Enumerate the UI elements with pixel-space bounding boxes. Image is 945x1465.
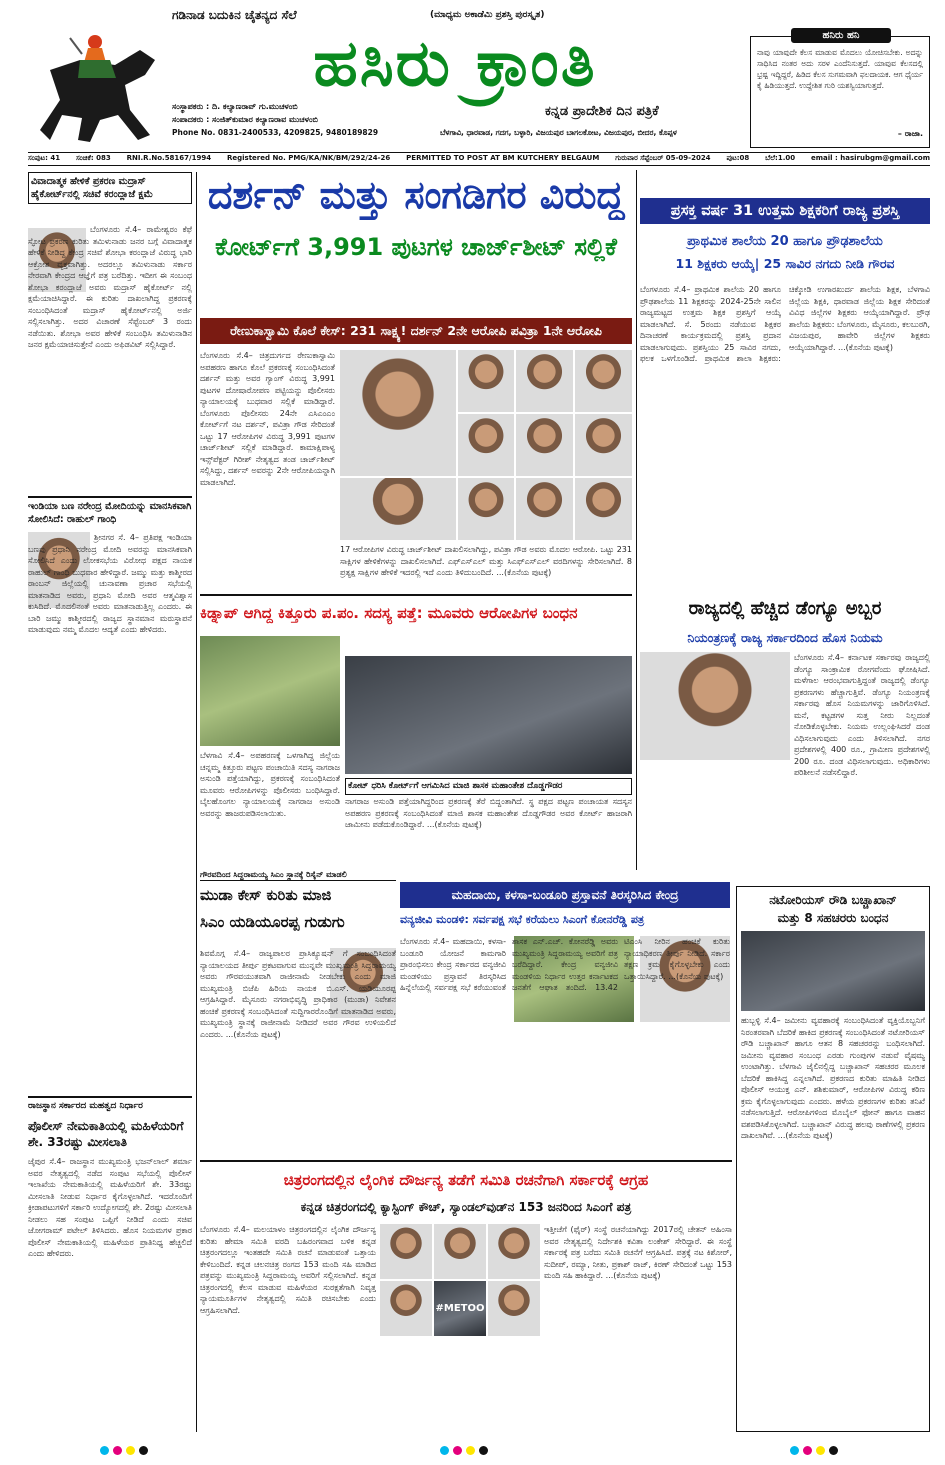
muda-kicker: ಗೌರವದಿಂದ ಸಿದ್ದರಾಮಯ್ಯ ಸಿಎಂ ಸ್ಥಾನಕ್ಕೆ ರಿಸೈನ್ ಮಾಡಲಿ	[200, 870, 396, 881]
horse-rider-logo-icon	[20, 30, 170, 148]
accused-photo	[340, 350, 456, 476]
story3-body: ಜೈಪುರ ಸೆ.4– ರಾಜಸ್ಥಾನ ಮುಖ್ಯಮಂತ್ರಿ ಭಜನ್‌ಲಾಲ್ ಶರ್ಮಾ ಅವರ ನೇತೃತ್ವದಲ್ಲಿ ನಡೆದ ಸಂಪುಟ ಸಭೆಯಲ್ಲಿ ಪೊಲೀಸ್ ಇಲಾಖೆಯ ನೇಮಕಾತಿಯಲ್ಲಿ ಮಹಿಳೆಯರಿಗೆ ಶೇ. 33ರಷ್ಟು ಮೀಸಲಾತಿ ನೀಡುವ ನಿರ್ಧಾರ ಕೈಗೊಳ್ಳಲಾಗಿದೆ. ಇದರೊಂದಿಗೆ ಕ್ರೀಡಾಪಟುಗಳಿಗೆ ಸರ್ಕಾರಿ ಉದ್ಯೋಗದಲ್ಲಿ ಶೇ. 2ರಷ್ಟು ಮೀಸಲಾತಿ ನೀಡಲು ಸಹ ಸಂಪುಟ ಒಪ್ಪಿಗೆ ನೀಡಿದೆ ಎಂದು ಸಚಿವ ಜೋಗರಾಮ್ ಪಟೇಲ್ ತಿಳಿಸಿದರು. ಹೊಸ ನಿಯಮಗಳ ಪ್ರಕಾರ ಪೊಲೀಸ್ ನೇಮಕಾತಿಯಲ್ಲಿ ಮಹಿಳೆಯರ ಪ್ರಾತಿನಿಧ್ಯ ಹೆಚ್ಚಲಿದೆ ಎಂದು ಹೇಳಿದರು.	[28, 1157, 192, 1258]
mahadayi-body: ಬೆಂಗಳೂರು ಸೆ.4– ಮಹದಾಯಿ, ಕಳಸಾ-ಬಂಡೂರಿ ಯೋಜನೆ ಕಾಮಗಾರಿ ಪ್ರಾರಂಭಿಸಲು ಕೇಂದ್ರ ಸರ್ಕಾರದ ವನ್ಯಜೀವಿ ಮಂಡಳಿಯು ಪ್ರಸ್ತಾವನೆ ತಿರಸ್ಕರಿಸಿದ ಹಿನ್ನೆಲೆಯಲ್ಲಿ ಸರ್ವಪಕ್ಷ ಸಭೆ ಕರೆಯುವಂತೆ ಶಾಸಕ ಎನ್.ಎಚ್. ಕೋನರೆಡ್ಡಿ ಅವರು ಮುಖ್ಯಮಂತ್ರಿ ಸಿದ್ದರಾಮಯ್ಯ ಅವರಿಗೆ ಪತ್ರ ಬರೆದಿದ್ದಾರೆ. ಕೇಂದ್ರ ವನ್ಯಜೀವಿ ಮಂಡಳಿಯ ನಿರ್ಧಾರ ಉತ್ತರ ಕರ್ನಾಟಕದ ಜನತೆಗೆ ಆಘಾತ ತಂದಿದೆ. 13.42 ಟಿಎಂಸಿ ನೀರಿನ ಹಂಚಿಕೆ ಕುರಿತು ನ್ಯಾಯಾಧಿಕರಣ ತೀರ್ಪು ನೀಡಿದೆ. ಸರ್ಕಾರ ತಕ್ಷಣ ಕ್ರಮ ಕೈಗೊಳ್ಳಬೇಕು ಎಂದು ಒತ್ತಾಯಿಸಿದ್ದಾರೆ. ...(ಕೊನೆಯ ಪುಟಕ್ಕೆ)	[400, 937, 730, 992]
teachers-headline: ಪ್ರಸಕ್ತ ವರ್ಷ 31 ಉತ್ತಮ ಶಿಕ್ಷಕರಿಗೆ ರಾಜ್ಯ ಪ್ರಶಸ್ತಿ	[640, 198, 930, 224]
accused-photo	[458, 414, 515, 476]
story2-body: ಶ್ರೀನಗರ ಸೆ. 4– ಪ್ರತಿಪಕ್ಷ ಇಂಡಿಯಾ ಬಣವು ಪ್ರಧಾನಿ ನರೇಂದ್ರ ಮೋದಿ ಅವರನ್ನು ಮಾನಸಿಕವಾಗಿ ಸೋಲಿಸಿದೆ ಎಂದು ಲೋಕಸಭೆಯ ವಿರೋಧ ಪಕ್ಷದ ನಾಯಕ ರಾಹುಲ್ ಗಾಂಧಿ ಬುಧವಾರ ಹೇಳಿದ್ದಾರೆ. ಜಮ್ಮು ಮತ್ತು ಕಾಶ್ಮೀರದ ರಾಂಬನ್ ಜಿಲ್ಲೆಯಲ್ಲಿ ಚುನಾವಣಾ ಪ್ರಚಾರ ಸಭೆಯಲ್ಲಿ ಮಾತನಾಡಿದ ಅವರು, ಪ್ರಧಾನಿ ಮೋದಿ ಅವರ ಆತ್ಮವಿಶ್ವಾಸ ಕುಸಿದಿದೆ. ಮೊದಲಿನಂತೆ ಅವರು ಮಾತನಾಡುತ್ತಿಲ್ಲ ಎಂದರು. ಈ ಬಾರಿ ಜಮ್ಮು ಕಾಶ್ಮೀರದಲ್ಲಿ ರಾಜ್ಯದ ಸ್ಥಾನಮಾನ ಮರುಸ್ಥಾಪನೆ ಮಾಡುವುದು ನಮ್ಮ ಮೊದಲ ಆದ್ಯತೆ ಎಂದು ಹೇಳಿದರು.	[28, 533, 192, 634]
film-body-left: ಬೆಂಗಳೂರು ಸೆ.4– ಮಲಯಾಳಂ ಚಿತ್ರರಂಗದಲ್ಲಿನ ಲೈಂಗಿಕ ದೌರ್ಜನ್ಯ ಕುರಿತು ಹೇಮಾ ಸಮಿತಿ ವರದಿ ಬಹಿರಂಗವಾದ ಬಳಿಕ ಕನ್ನಡ ಚಿತ್ರರಂಗದಲ್ಲೂ ಇಂತಹದೇ ಸಮಿತಿ ರಚನೆ ಮಾಡುವಂತೆ ಒತ್ತಾಯ ಕೇಳಿಬಂದಿದೆ. ಕನ್ನಡ ಚಲನಚಿತ್ರ ರಂಗದ 153 ಮಂದಿ ಸಹಿ ಮಾಡಿದ ಪತ್ರವನ್ನು ಮುಖ್ಯಮಂತ್ರಿ ಸಿದ್ದರಾಮಯ್ಯ ಅವರಿಗೆ ಸಲ್ಲಿಸಲಾಗಿದೆ. ಕನ್ನಡ ಚಿತ್ರರಂಗದಲ್ಲಿ ಕೆಲಸ ಮಾಡುವ ಮಹಿಳೆಯರ ಸುರಕ್ಷತೆಗಾಗಿ ನಿವೃತ್ತ ನ್ಯಾಯಮೂರ್ತಿಗಳ ನೇತೃತ್ವದಲ್ಲಿ ಸಮಿತಿ ರಚಿಸಬೇಕು ಎಂದು ಆಗ್ರಹಿಸಲಾಗಿದೆ.	[200, 1225, 376, 1315]
permit: PERMITTED TO POST AT BM KUTCHERY BELGAUM	[406, 154, 600, 162]
lead-body-right: 17 ಆರೋಪಿಗಳ ವಿರುದ್ಧ ಚಾರ್ಜ್‌ಶೀಟ್ ದಾಖಲಿಸಲಾಗಿದ್ದು, ಪವಿತ್ರಾ ಗೌಡ ಅವರು ಮೊದಲ ಆರೋಪಿ. ಒಟ್ಟು 231 ಸಾಕ್ಷಿಗಳ ಹೇಳಿಕೆಗಳನ್ನು ದಾಖಲಿಸಲಾಗಿದೆ. ಎಫ್‌ಎಸ್‌ಎಲ್ ಮತ್ತು ಸಿಎಫ್‌ಎಸ್‌ಎಲ್ ವರದಿಗಳನ್ನು ಸೇರಿಸಲಾಗಿದೆ. 8 ಪ್ರತ್ಯಕ್ಷ ಸಾಕ್ಷಿಗಳ ಹೇಳಿಕೆ ಇದರಲ್ಲಿ ಇದೆ ಎಂದು ತಿಳಿದುಬಂದಿದೆ. ...(ಕೊನೆಯ ಪುಟಕ್ಕೆ)	[340, 545, 632, 577]
lead-headline-1: ದರ್ಶನ್ ಮತ್ತು ಸಂಗಡಿಗರ ವಿರುದ್ಧ	[207, 173, 625, 217]
quote-author: – ರಾಜಾ.	[897, 129, 923, 138]
rowdy-headline-2: ಮತ್ತು 8 ಸಹಚರರು ಬಂಧನ	[777, 911, 889, 925]
accused-photo	[516, 350, 573, 412]
editor-line: ಸಂಪಾದಕರು : ಸಂಜಿತ್‌ಕುಮಾರ ಕಲ್ಯಾಣರಾವ ಮುಚಳಂಬಿ	[172, 115, 318, 124]
accused-photo	[516, 478, 573, 540]
dengue-body: ಬೆಂಗಳೂರು ಸೆ.4– ಕರ್ನಾಟಕ ಸರ್ಕಾರವು ರಾಜ್ಯದಲ್ಲಿ ಡೆಂಗ್ಯೂ ಸಾಂಕ್ರಾಮಿಕ ರೋಗವೆಂದು ಘೋಷಿಸಿದೆ. ಮಳೆಗಾಲ ಆರಂಭವಾಗುತ್ತಿದ್ದಂತೆ ರಾಜ್ಯದಲ್ಲಿ ಡೆಂಗ್ಯೂ ಪ್ರಕರಣಗಳು ಹೆಚ್ಚಾಗುತ್ತಿವೆ. ಡೆಂಗ್ಯೂ ನಿಯಂತ್ರಣಕ್ಕೆ ಸರ್ಕಾರವು ಹೊಸ ನಿಯಮಗಳನ್ನು ಜಾರಿಗೊಳಿಸಿದೆ. ಮನೆ, ಕಟ್ಟಡಗಳ ಸುತ್ತ ನೀರು ನಿಲ್ಲದಂತೆ ನೋಡಿಕೊಳ್ಳಬೇಕು. ನಿಯಮ ಉಲ್ಲಂಘಿಸಿದರೆ ದಂಡ ವಿಧಿಸಲಾಗುವುದು ಎಂದು ತಿಳಿಸಲಾಗಿದೆ. ನಗರ ಪ್ರದೇಶಗಳಲ್ಲಿ 400 ರೂ., ಗ್ರಾಮೀಣ ಪ್ರದೇಶಗಳಲ್ಲಿ 200 ರೂ. ದಂಡ ವಿಧಿಸಲಾಗುವುದು. ಅಧಿಕಾರಿಗಳು ಪರಿಶೀಲನೆ ನಡೆಸಲಿದ್ದಾರೆ.	[794, 653, 930, 777]
kidnap-body-right: ನಾಗರಾಜ ಅಸುಂಡಿ ಪತ್ತೆಯಾಗಿದ್ದರಿಂದ ಪ್ರಕರಣಕ್ಕೆ ತೆರೆ ಬಿದ್ದಂತಾಗಿದೆ. ಸ್ಥ ಪಕ್ಷದ ಪಟ್ಟಣ ಪಂಚಾಯತ ಸದಸ್ಯನ ಅಪಹರಣ ಪ್ರಕರಣಕ್ಕೆ ಸಂಬಂಧಿಸಿದಂತೆ ಮಾಜಿ ಶಾಸಕ ಮಹಾಂತೇಶ ದೊಡ್ಡಗೌಡರ ಅವರ ಕೋರ್ಟ್ ಹಾಜರಾಗಿ ಜಾಮೀನು ಪಡೆದುಕೊಂಡಿದ್ದಾರೆ. ...(ಕೊನೆಯ ಪುಟಕ್ಕೆ)	[345, 797, 632, 829]
date: ಗುರುವಾರ ಸೆಪ್ಟೆಂಬರ್ 05-09-2024	[615, 154, 711, 162]
email: email : hasirubgm@gmail.com	[811, 154, 930, 162]
rowdy-body: ಹುಬ್ಬಳ್ಳಿ ಸೆ.4– ಜಮೀನು ವ್ಯವಹಾರಕ್ಕೆ ಸಂಬಂಧಿಸಿದಂತೆ ವ್ಯಕ್ತಿಯೊಬ್ಬನಿಗೆ ನಿರಂತರವಾಗಿ ಬೆದರಿಕೆ ಹಾಕಿದ ಪ್ರಕರಣಕ್ಕೆ ಸಂಬಂಧಿಸಿದಂತೆ ನಟೋರಿಯಸ್ ರೌಡಿ ಬಚ್ಚಾಖಾನ್ ಹಾಗೂ ಆತನ 8 ಸಹಚರರನ್ನು ಬಂಧಿಸಲಾಗಿದೆ. ಜಮೀನು ವ್ಯವಹಾರ ಸಂಬಂಧ ಎರಡು ಗುಂಪುಗಳ ನಡುವೆ ವೈಷಮ್ಯ ಉಂಟಾಗಿತ್ತು. ಬೆಳಗಾವಿ ಜೈಲಿನಲ್ಲಿದ್ದ ಬಚ್ಚಾಖಾನ್ ಸಹಚರರ ಮೂಲಕ ಬೆದರಿಕೆ ಹಾಕಿಸಿದ್ದ ಎನ್ನಲಾಗಿದೆ. ಪ್ರಕರಣದ ಕುರಿತು ಮಾಹಿತಿ ನೀಡಿದ ಪೊಲೀಸ್ ಆಯುಕ್ತ ಎನ್. ಶಶಿಕುಮಾರ್, ಆರೋಪಿಗಳ ವಿರುದ್ಧ ಕಠಿಣ ಕ್ರಮ ಕೈಗೊಳ್ಳಲಾಗುವುದು ಎಂದರು. ಹಳೆಯ ಪ್ರಕರಣಗಳ ಕುರಿತು ತನಿಖೆ ನಡೆಸಲಾಗುತ್ತಿದೆ. ಆರೋಪಿಗಳಿಂದ ಮೊಬೈಲ್ ಫೋನ್ ಹಾಗೂ ವಾಹನ ವಶಪಡಿಸಿಕೊಳ್ಳಲಾಗಿದೆ. ಬಚ್ಚಾಖಾನ್ ವಿರುದ್ಧ ಹಲವು ಠಾಣೆಗಳಲ್ಲಿ ಪ್ರಕರಣ ದಾಖಲಾಗಿವೆ. ...(ಕೊನೆಯ ಪುಟಕ್ಕೆ)	[741, 1016, 925, 1140]
kidnap-caption: ಕೋಟ್ ಧರಿಸಿ ಕೋರ್ಟ್‌ಗೆ ಆಗಮಿಸಿದ ಮಾಜಿ ಶಾಸಕ ಮಹಾಂತೇಶ ದೊಡ್ಡಗೌಡರ	[345, 778, 632, 795]
rni: RNI.R.No.58167/1994	[126, 154, 212, 162]
info-bar	[28, 152, 930, 166]
tagline-left: ಗಡಿನಾಡ ಬದುಕಿನ ಚೈತನ್ಯದ ಸೆಲೆ	[172, 8, 297, 22]
quote-box	[750, 30, 930, 148]
rowdy-headline-1: ನಟೋರಿಯಸ್ ರೌಡಿ ಬಚ್ಚಾಖಾನ್	[769, 893, 897, 907]
district-line: ಬೆಳಗಾವಿ, ಧಾರವಾಡ, ಗದಗ, ಬಳ್ಳಾರಿ, ವಿಜಯಪುರ ಬಾಗಲಕೋಟ, ವಿಜಯಪುರ, ಬೀದರ, ಕೊಪ್ಪಳ	[440, 128, 677, 137]
film-headline: ಚಿತ್ರರಂಗದಲ್ಲಿನ ಲೈಂಗಿಕ ದೌರ್ಜನ್ಯ ತಡೆಗೆ ಸಮಿತಿ ರಚನೆಗಾಗಿ ಸರ್ಕಾರಕ್ಕೆ ಆಗ್ರಹ	[283, 1171, 649, 1189]
story1-body: ಬೆಂಗಳೂರು ಸೆ.4– ರಾಮೇಶ್ವರಂ ಕೆಫೆ ಸ್ಫೋಟ ಪ್ರಕರಣ ಕುರಿತು ತಮಿಳುನಾಡು ಜನರ ಬಗ್ಗೆ ವಿವಾದಾತ್ಮಕ ಹೇಳಿಕೆ ನೀಡಿದ್ದ ಕೇಂದ್ರ ಸಚಿವೆ ಶೋಭಾ ಕರಂದ್ಲಾಜೆ ವಿರುದ್ಧ ಭಾರಿ ಆಕ್ರೋಶ ವ್ಯಕ್ತವಾಗಿತ್ತು. ಅದರಲ್ಲೂ ತಮಿಳುನಾಡು ಸರ್ಕಾರ ನೇರವಾಗಿ ಕೇಂದ್ರದ ಆಜ್ಞೆಗೆ ಪತ್ರ ಬರೆದಿತ್ತು. ಇದೀಗ ಈ ಸಂಬಂಧ ಶೋಭಾ ಕರಂದ್ಲಾಜೆ ಅವರು ಮದ್ರಾಸ್ ಹೈಕೋರ್ಟ್ ನಲ್ಲಿ ಕ್ಷಮೆಯಾಚಿಸಿದ್ದಾರೆ. ಈ ಕುರಿತು ದಾಖಲಾಗಿದ್ದ ಪ್ರಕರಣಕ್ಕೆ ಸಂಬಂಧಿಸಿದಂತೆ ಮದ್ರಾಸ್ ಹೈಕೋರ್ಟ್‌ನಲ್ಲಿ ಅರ್ಜಿ ಸಲ್ಲಿಸಲಾಗಿತ್ತು. ಅದರ ವಿಚಾರಣೆ ಸೆಪ್ಟೆಂಬರ್ 3 ರಂದು ನಡೆಯಿತು. ಶೋಭಾ ಅವರ ಹೇಳಿಕೆ ಸಂಬಂಧಿಸಿ ತಮಿಳುನಾಡಿನ ಜನರ ಕ್ಷಮೆಯಾಚಿಸುತ್ತೇನೆ ಎಂದು ಅಫಿಡವಿಟ್ ಸಲ್ಲಿಸಿದ್ದಾರೆ.	[28, 225, 192, 349]
lead-ribbon: ರೇಣುಕಾಸ್ವಾಮಿ ಕೊಲೆ ಕೇಸ್: 231 ಸಾಕ್ಷ್ಯ! ದರ್ಶನ್ 2ನೇ ಆರೋಪಿ ಪವಿತ್ರಾ 1ನೇ ಆರೋಪಿ	[200, 318, 632, 344]
film-sub: ಕನ್ನಡ ಚಿತ್ರರಂಗದಲ್ಲಿ ಕ್ಯಾಸ್ಟಿಂಗ್ ಕೌಚ್, ಸ್ಯಾಂಡಲ್‌ವುಡ್‌ನ 153 ಜನರಿಂದ ಸಿಎಂಗೆ ಪತ್ರ	[300, 1200, 632, 1214]
accused-photo	[575, 414, 632, 476]
lead-body-left: ಬೆಂಗಳೂರು ಸೆ.4– ಚಿತ್ರದುರ್ಗದ ರೇಣುಕಾಸ್ವಾಮಿ ಅಪಹರಣ ಹಾಗೂ ಕೊಲೆ ಪ್ರಕರಣಕ್ಕೆ ಸಂಬಂಧಿಸಿದಂತೆ ದರ್ಶನ್ ಮತ್ತು ಅವರ ಗ್ಯಾಂಗ್ ವಿರುದ್ಧ 3,991 ಪುಟಗಳ ದೋಷಾರೋಪಣ ಪಟ್ಟಿಯನ್ನು ಪೊಲೀಸರು ನ್ಯಾಯಾಲಯಕ್ಕೆ ಬುಧವಾರ ಸಲ್ಲಿಕೆ ಮಾಡಿದ್ದಾರೆ. ಬೆಂಗಳೂರು ಪೊಲೀಸರು 24ನೇ ಎಸಿಎಂಎಂ ಕೋರ್ಟ್‌ಗೆ ನಟ ದರ್ಶನ್, ಪವಿತ್ರಾ ಗೌಡ ಸೇರಿದಂತೆ ಒಟ್ಟು 17 ಆರೋಪಿಗಳ ವಿರುದ್ಧ 3,991 ಪುಟಗಳ ಚಾರ್ಜ್‌ಶೀಟ್ ಸಲ್ಲಿಕೆ ಮಾಡಿದ್ದಾರೆ. ಕಾಮಾಕ್ಷಿಪಾಳ್ಯ ಇನ್ಸ್‌ಪೆಕ್ಟರ್ ಗಿರೀಶ್ ನೇತೃತ್ವದ ತಂಡ ಚಾರ್ಜ್‌ಶೀಟ್ ಸಲ್ಲಿಸಿದ್ದು, ದರ್ಶನ್ ಅವರನ್ನು 2ನೇ ಆರೋಪಿಯನ್ನಾಗಿ ಮಾಡಲಾಗಿದೆ.	[200, 351, 335, 487]
muda-headline-2: ಸಿಎಂ ಯಡಿಯೂರಪ್ಪ ಗುಡುಗು	[200, 913, 345, 931]
left-column	[28, 172, 192, 1432]
dengue-headline: ರಾಜ್ಯದಲ್ಲಿ ಹೆಚ್ಚಿದ ಡೆಂಗ್ಯೂ ಅಬ್ಬರ	[688, 598, 882, 619]
teachers-sub1: ಪ್ರಾಥಮಿಕ ಶಾಲೆಯ 20 ಹಾಗೂ ಪ್ರೌಢಶಾಲೆಯ	[687, 234, 883, 249]
accused-photo	[340, 478, 456, 540]
kidnap-body-left: ಬೆಳಗಾವಿ ಸೆ.4– ಅಪಹರಣಕ್ಕೆ ಒಳಗಾಗಿದ್ದ ಜಿಲ್ಲೆಯ ಚನ್ನಮ್ಮ ಕಿತ್ತೂರು ಪಟ್ಟಣ ಪಂಚಾಯಿತಿ ಸದಸ್ಯ ನಾಗರಾಜ ಅಸುಂಡಿ ಪತ್ತೆಯಾಗಿದ್ದು, ಪ್ರಕರಣಕ್ಕೆ ಸಂಬಂಧಿಸಿದಂತೆ ಮೂವರು ಆರೋಪಿಗಳನ್ನು ಪೊಲೀಸರು ಬಂಧಿಸಿದ್ದಾರೆ. ಬೈಲಹೊಂಗಲ ನ್ಯಾಯಾಲಯಕ್ಕೆ ನಾಗರಾಜ ಅಸುಂಡಿ ಅವರನ್ನು ಹಾಜರುಪಡಿಸಲಾಯಿತು.	[200, 751, 340, 818]
accused-photo	[575, 350, 632, 412]
volume: ಸಂಪುಟ: 41	[28, 154, 61, 162]
lead-headline-2: ಕೋರ್ಟ್‌ಗೆ 3,991 ಪುಟಗಳ ಚಾರ್ಜ್‌ಶೀಟ್ ಸಲ್ಲಿಕೆ	[215, 233, 617, 261]
pages: ಪುಟ:08	[726, 154, 750, 162]
tagline-right: (ಮಾಧ್ಯಮ ಅಕಾಡೆಮಿ ಪ್ರಶಸ್ತಿ ಪುರಸ್ಕೃತ)	[430, 10, 545, 20]
rowdy-box	[736, 886, 930, 1432]
metoo-label: #METOO	[435, 1303, 485, 1314]
registration-dots-icon	[100, 1440, 160, 1452]
newspaper-subtitle: ಕನ್ನಡ ಪ್ರಾದೇಶಿಕ ದಿನ ಪತ್ರಿಕೆ	[545, 104, 659, 119]
mahadayi-sub: ವನ್ಯಜೀವಿ ಮಂಡಳಿ: ಸರ್ವಪಕ್ಷ ಸಭೆ ಕರೆಯಲು ಸಿಎಂಗೆ ಕೋನರೆಡ್ಡಿ ಪತ್ರ	[400, 913, 645, 926]
story3-kicker: ರಾಜಸ್ಥಾನ ಸರ್ಕಾರದ ಮಹತ್ವದ ನಿರ್ಧಾರ	[28, 1101, 143, 1111]
accused-photo	[458, 478, 515, 540]
registration-dots-icon	[790, 1440, 850, 1452]
story2-title: ಇಂಡಿಯಾ ಬಣ ನರೇಂದ್ರ ಮೋದಿಯನ್ನು ಮಾನಸಿಕವಾಗಿ ಸೋಲಿಸಿದೆ: ರಾಹುಲ್ ಗಾಂಧಿ	[28, 501, 192, 525]
muda-headline-1: ಮುಡಾ ಕೇಸ್ ಕುರಿತು ಮಾಜಿ	[200, 888, 332, 904]
issue: ಸಂಚಿಕೆ: 083	[75, 154, 111, 162]
kidnap-headline: ಕಿಡ್ನಾಪ್ ಆಗಿದ್ದ ಕಿತ್ತೂರು ಪ.ಪಂ. ಸದಸ್ಯ ಪತ್ತೆ: ಮೂವರು ಆರೋಪಿಗಳ ಬಂಧನ	[200, 604, 578, 622]
newspaper-title: ಹಸಿರು ಕ್ರಾಂತಿ	[313, 27, 597, 101]
dengue-sub: ನಿಯಂತ್ರಣಕ್ಕೆ ರಾಜ್ಯ ಸರ್ಕಾರದಿಂದ ಹೊಸ ನಿಯಮ	[687, 630, 883, 645]
actor-photo	[488, 1281, 540, 1336]
actor-photo	[488, 1224, 540, 1279]
actor-photo	[380, 1224, 432, 1279]
price: ಬೆಲೆ:1.00	[765, 154, 796, 162]
mahadayi-headline: ಮಹದಾಯಿ, ಕಳಸಾ-ಬಂಡೂರಿ ಪ್ರಸ್ತಾವನೆ ತಿರಸ್ಕರಿಸಿದ ಕೇಂದ್ರ	[400, 882, 730, 908]
accused-photo	[458, 350, 515, 412]
muda-body: ಶಿವಮೊಗ್ಗ ಸೆ.4– ರಾಜ್ಯಪಾಲರ ಪ್ರಾಸಿಕ್ಯೂಷನ್ ಗೆ ಸಂಬಂಧಿಸಿದಂತೆ ನ್ಯಾಯಾಲಯದ ತೀರ್ಪು ಪ್ರಕಟವಾಗುವ ಮುನ್ನವೇ ಮುಖ್ಯಮಂತ್ರಿ ಸಿದ್ದರಾಮಯ್ಯ ಅವರು ಗೌರವಯುತವಾಗಿ ರಾಜೀನಾಮೆ ನೀಡಬೇಕು ಎಂದು ಮಾಜಿ ಮುಖ್ಯಮಂತ್ರಿ ಬಿಜೆಪಿ ಹಿರಿಯ ನಾಯಕ ಬಿ.ಎಸ್. ಯಡಿಯೂರಪ್ಪ ಆಗ್ರಹಿಸಿದ್ದಾರೆ. ಮೈಸೂರು ನಗರಾಭಿವೃದ್ಧಿ ಪ್ರಾಧಿಕಾರ (ಮುಡಾ) ನಿವೇಶನ ಹಂಚಿಕೆ ಪ್ರಕರಣಕ್ಕೆ ಸಂಬಂಧಿಸಿದಂತೆ ಸುದ್ದಿಗಾರರೊಂದಿಗೆ ಮಾತನಾಡಿದ ಅವರು, ಮುಖ್ಯಮಂತ್ರಿ ಸ್ಥಾನಕ್ಕೆ ರಾಜೀನಾಮೆ ನೀಡಿದರೆ ಅವರ ಗೌರವ ಉಳಿಯಲಿದೆ ಎಂದರು. ...(ಕೊನೆಯ ಪುಟಕ್ಕೆ)	[200, 949, 396, 1039]
rowdy-photo	[741, 931, 925, 1011]
founder-line: ಸಂಸ್ಥಾಪಕರು : ದಿ. ಕಲ್ಯಾಣರಾವ್ ಗು.ಮುಚಳಂಬಿ	[172, 102, 298, 111]
actor-photo	[434, 1224, 486, 1279]
accused-photo-grid	[340, 350, 632, 540]
teachers-sub2: 11 ಶಿಕ್ಷಕರು ಆಯ್ಕೆ| 25 ಸಾವಿರ ನಗದು ನೀಡಿ ಗೌರವ	[675, 256, 895, 271]
quote-text: ನಾವು ಯಾವುದೇ ಕೆಲಸ ಮಾಡುವ ಮೊದಲು ಯೋಚಿಸಬೇಕು. ಅದನ್ನು ಸಾಧಿಸಿದ ನಂತರ ಅದು ಸರಳ ಎಂದೆನಿಸುತ್ತದೆ. ಯಾವುವ ಕೆಲಸದಲ್ಲಿ ಭ್ರಷ್ಟ ಇದ್ದಿದ್ದರೆ, ಹಿಡಿದ ಕೆಲಸ ಸುಗಮವಾಗಿ ಫಲದಾಯಕ. ಆಗ ಧೈರ್ಯ ಕೈ ಹಿಡಿಯುತ್ತದೆ. ಉದ್ದೇಶಿತ ಗುರಿ ಯಶಸ್ವಿಯಾಗುತ್ತದೆ.	[757, 48, 923, 90]
quote-header: ಹನಿರು ಹನಿ	[791, 28, 891, 43]
accused-photo	[516, 414, 573, 476]
metoo-collage	[380, 1224, 540, 1336]
accused-photo	[575, 478, 632, 540]
registration-dots-icon	[440, 1440, 500, 1452]
police-station-photo	[200, 636, 340, 746]
metoo-sign	[434, 1281, 486, 1336]
registered: Registered No. PMG/KA/NK/BM/292/24-26	[226, 154, 391, 162]
story1-title: ವಿವಾದಾತ್ಮಕ ಹೇಳಿಕೆ ಪ್ರಕರಣ ಮದ್ರಾಸ್ ಹೈಕೋರ್ಟ್‌ನಲ್ಲಿ ಸಚಿವೆ ಕರಂದ್ಲಾಜೆ ಕ್ಷಮೆ	[28, 172, 192, 204]
phone-line: Phone No. 0831-2400533, 4209825, 9480189829	[172, 128, 379, 137]
actor-photo	[380, 1281, 432, 1336]
film-body-right: ಇತ್ತೀಚೆಗೆ (ಫೈರ್) ಸಂಸ್ಥೆ ರಚನೆಯಾಗಿದ್ದು 2017ರಲ್ಲಿ ಚೇತನ್ ಅಹಿಂಸಾ ಅವರ ನೇತೃತ್ವದಲ್ಲಿ ನಿರ್ದೇಶಕಿ ಕವಿತಾ ಲಂಕೇಶ್ ಸೇರಿದ್ದಾರೆ. ಈ ಸಂಸ್ಥೆ ಸರ್ಕಾರಕ್ಕೆ ಪತ್ರ ಬರೆದು ಸಮಿತಿ ರಚನೆಗೆ ಆಗ್ರಹಿಸಿದೆ. ಪತ್ರಕ್ಕೆ ನಟ ಕಿಶೋರ್, ಸುದೀಪ್, ರಮ್ಯಾ, ನೀತು, ಪ್ರಕಾಶ್ ರಾಜ್, ಕಿರಣ್ ಸೇರಿದಂತೆ ಒಟ್ಟು 153 ಮಂದಿ ಸಹಿ ಹಾಕಿದ್ದಾರೆ. ...(ಕೊನೆಯ ಪುಟಕ್ಕೆ)	[544, 1225, 732, 1280]
teachers-body: ಬೆಂಗಳೂರು ಸೆ.4– ಪ್ರಾಥಮಿಕ ಶಾಲೆಯ 20 ಹಾಗೂ ಪ್ರೌಢಶಾಲೆಯ 11 ಶಿಕ್ಷಕರನ್ನು 2024-25ನೇ ಸಾಲಿನ ರಾಜ್ಯಮಟ್ಟದ ಉತ್ತಮ ಶಿಕ್ಷಕ ಪ್ರಶಸ್ತಿಗೆ ಆಯ್ಕೆ ಮಾಡಲಾಗಿದೆ. ಸೆ. 5ರಂದು ನಡೆಯುವ ಶಿಕ್ಷಕರ ದಿನಾಚರಣೆ ಕಾರ್ಯಕ್ರಮದಲ್ಲಿ ಪ್ರಶಸ್ತಿ ಪ್ರದಾನ ಮಾಡಲಾಗುವುದು. ಪ್ರಶಸ್ತಿಯು 25 ಸಾವಿರ ನಗದು, ಫಲಕ ಒಳಗೊಂಡಿದೆ. ಪ್ರಾಥಮಿಕ ಶಾಲಾ ಶಿಕ್ಷಕರು: ಚಿಕ್ಕೋಡಿ ಉಗಾರಖುರ್ದ ಶಾಲೆಯ ಶಿಕ್ಷಕ, ಬೆಳಗಾವಿ ಜಿಲ್ಲೆಯ ಶಿಕ್ಷಕಿ, ಧಾರವಾಡ ಜಿಲ್ಲೆಯ ಶಿಕ್ಷಕ ಸೇರಿದಂತೆ ವಿವಿಧ ಜಿಲ್ಲೆಗಳ ಶಿಕ್ಷಕರು ಆಯ್ಕೆಯಾಗಿದ್ದಾರೆ. ಪ್ರೌಢ ಶಾಲೆಯ ಶಿಕ್ಷಕರು: ಬೆಂಗಳೂರು, ಮೈಸೂರು, ಕಲಬುರಗಿ, ವಿಜಯಪುರ, ಹಾವೇರಿ ಜಿಲ್ಲೆಗಳ ಶಿಕ್ಷಕರು ಆಯ್ಕೆಯಾಗಿದ್ದಾರೆ. ...(ಕೊನೆಯ ಪುಟಕ್ಕೆ)	[640, 285, 930, 363]
court-photo	[345, 656, 632, 774]
story3-title: ಪೊಲೀಸ್ ನೇಮಕಾತಿಯಲ್ಲಿ ಮಹಿಳೆಯರಿಗೆ ಶೇ. 33ರಷ್ಟು ಮೀಸಲಾತಿ	[28, 1119, 184, 1149]
